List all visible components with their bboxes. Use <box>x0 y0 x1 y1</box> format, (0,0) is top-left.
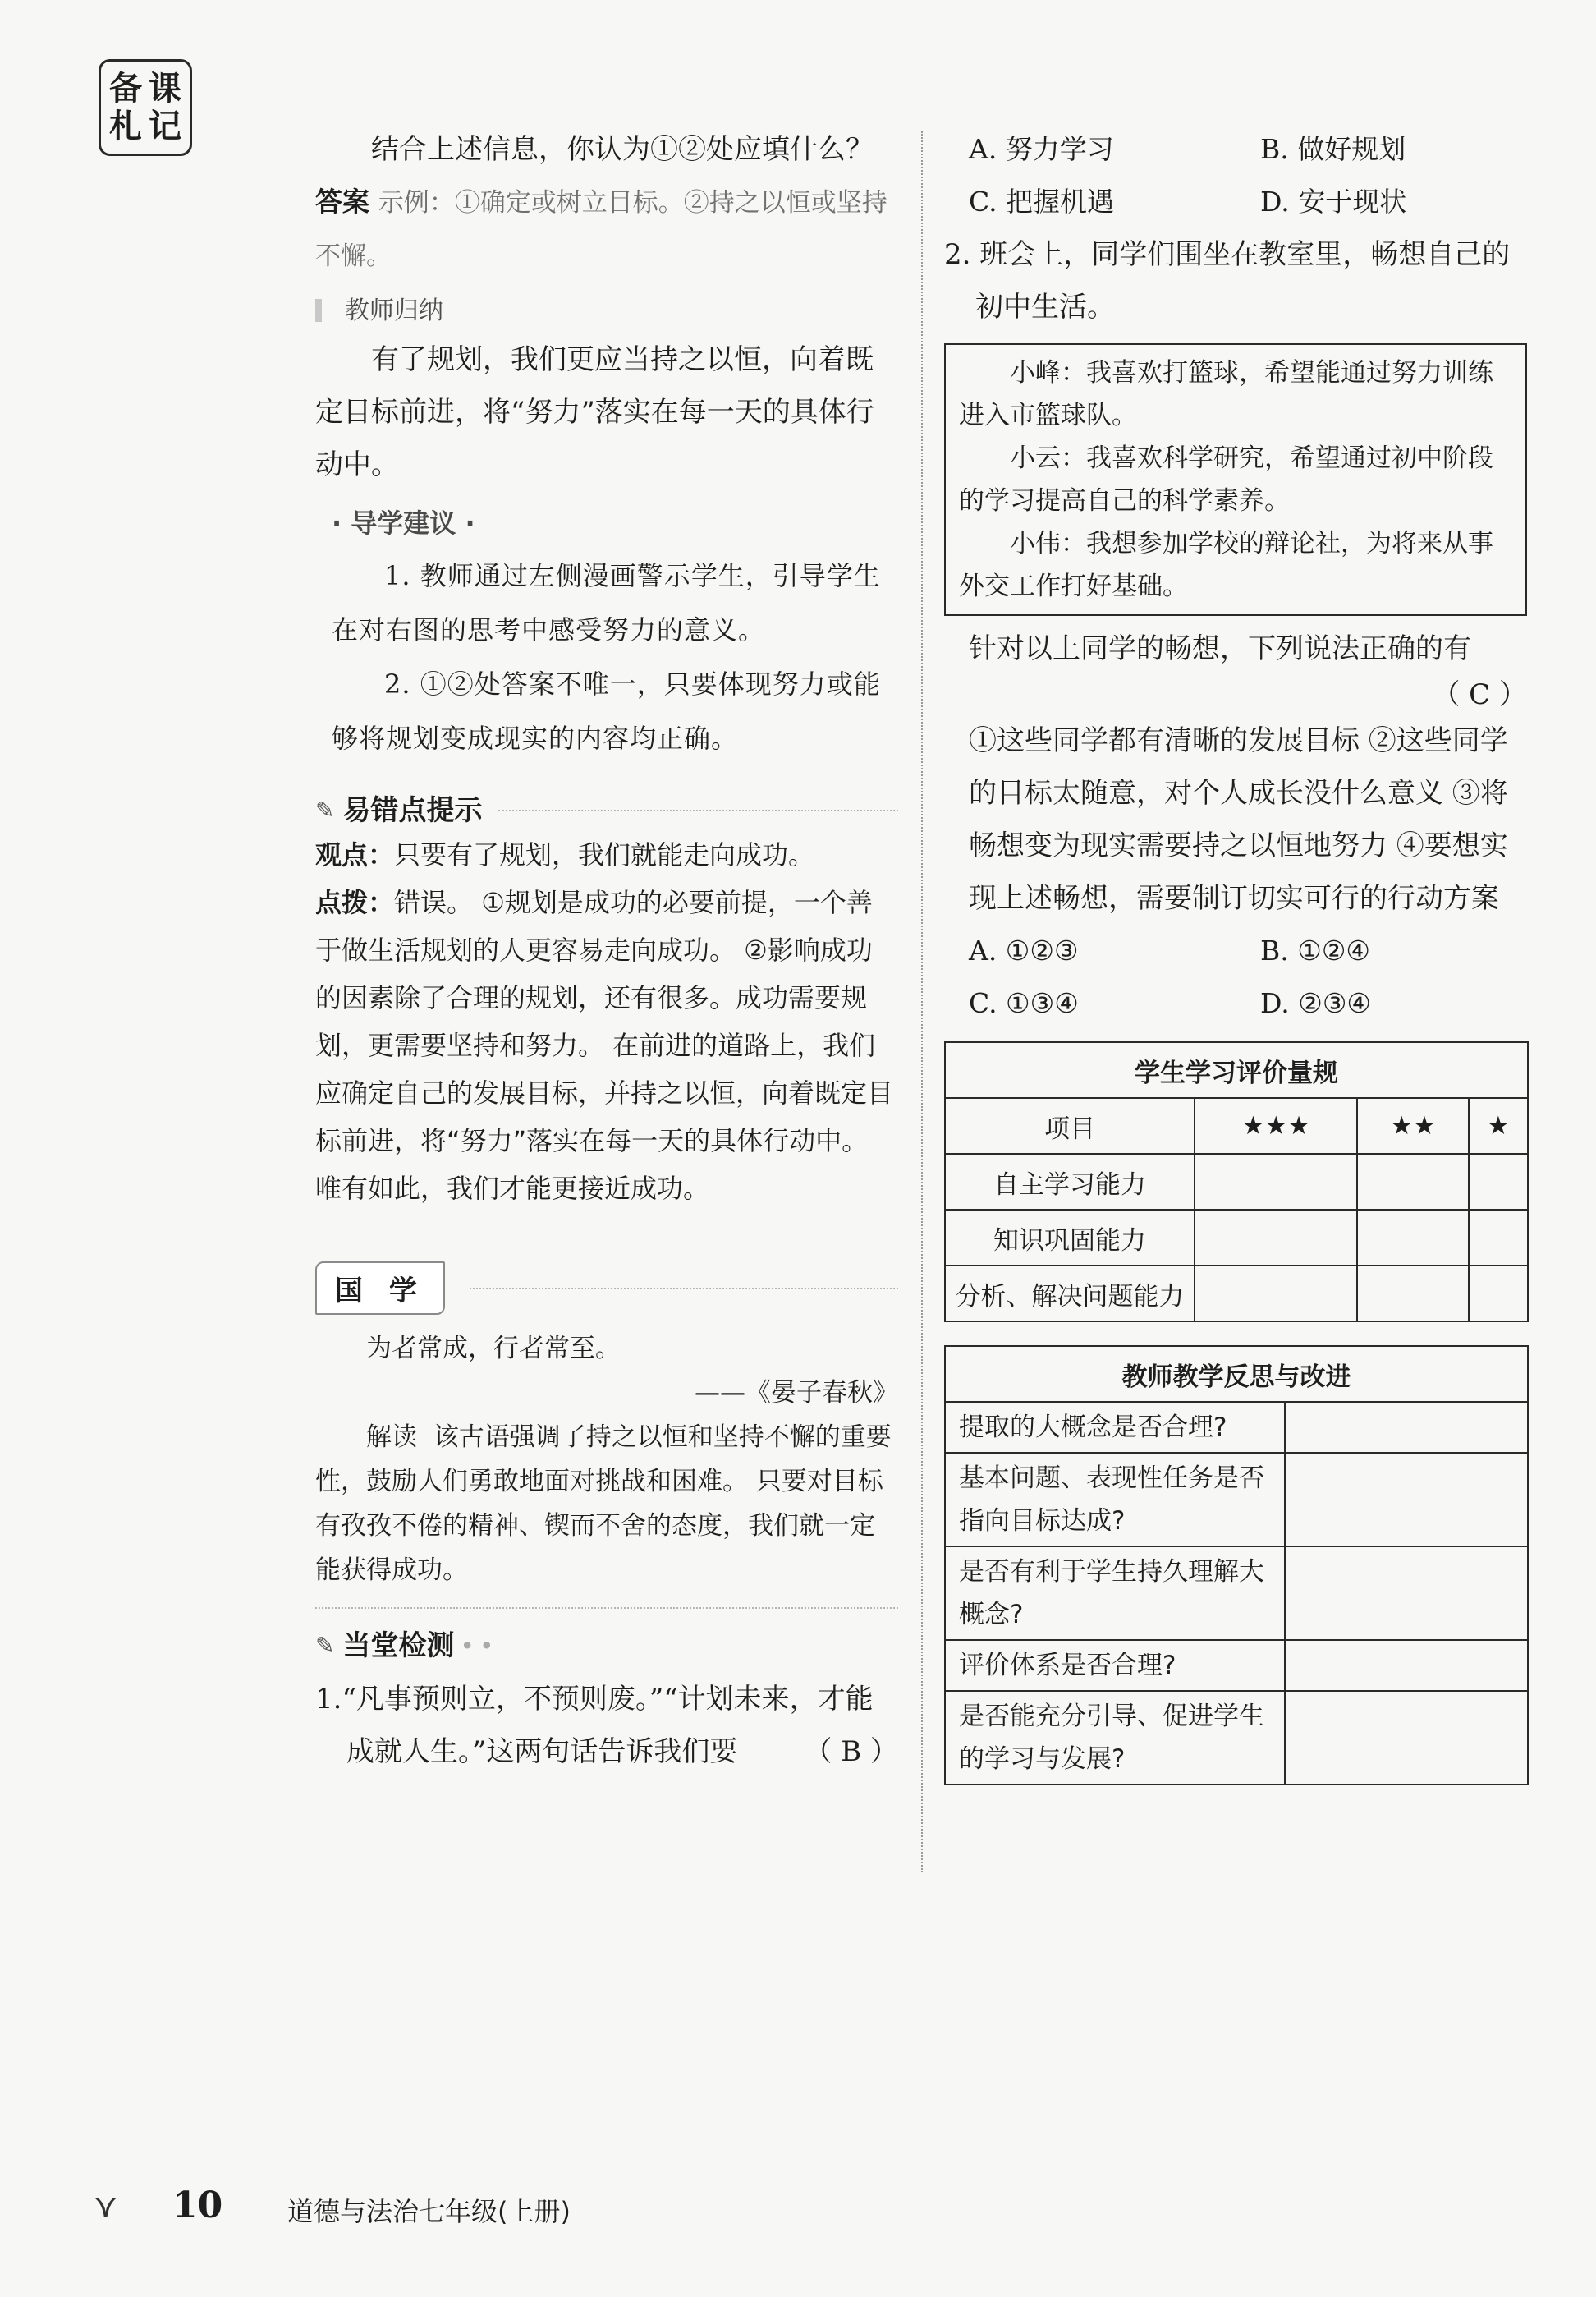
pencil-icon: ✎ <box>315 1632 335 1659</box>
eval-cell[interactable] <box>1469 1154 1528 1210</box>
scenario-line: 小云：我喜欢科学研究，希望通过初中阶段的学习提高自己的科学素养。 <box>959 443 1493 516</box>
reflect-question: 评价体系是否合理? <box>945 1640 1285 1691</box>
student-evaluation-table <box>944 1041 1529 1322</box>
eval-row-label: 分析、解决问题能力 <box>945 1266 1195 1321</box>
eval-cell[interactable] <box>1195 1154 1357 1210</box>
lesson-notes-logo <box>99 59 192 156</box>
book-title: 道德与法治七年级(上册) <box>287 2196 571 2227</box>
reflect-question: 是否有利于学生持久理解大概念? <box>945 1546 1285 1640</box>
interpretation <box>315 1415 898 1592</box>
tip <box>315 879 898 1212</box>
page-number: 10 <box>172 2184 223 2226</box>
question-2-text: 2. 班会上，同学们围坐在教室里，畅想自己的初中生活。 <box>944 238 1511 324</box>
question-1-options <box>944 123 1527 228</box>
eval-cell[interactable] <box>1357 1210 1468 1266</box>
eval-row-label: 自主学习能力 <box>945 1154 1195 1210</box>
reflect-cell[interactable] <box>1285 1402 1528 1453</box>
left-column <box>315 123 898 1778</box>
answer-label: 答案 <box>315 186 369 218</box>
teacher-summary-title: 教师归纳 <box>315 289 898 333</box>
test-banner <box>315 1625 898 1666</box>
eval-header: ★★ <box>1357 1098 1468 1154</box>
question-1-answer: （ B ） <box>804 1735 898 1768</box>
question-2-statements: ①这些同学都有清晰的发展目标 ②这些同学的目标太随意，对个人成长没什么意义 ③将畅想变为现实需要持之以恒地努力 ④要想实现上述畅想，需要制订切实可行的行动方案 <box>969 724 1508 915</box>
intro-question: 结合上述信息，你认为①②处应填什么？ <box>371 133 874 166</box>
eval-cell[interactable] <box>1357 1154 1468 1210</box>
interpret-label: 解读 <box>366 1422 417 1452</box>
reflect-cell[interactable] <box>1285 1453 1528 1546</box>
scenario-line: 小峰：我喜欢打篮球，希望能通过努力训练进入市篮球队。 <box>959 358 1493 430</box>
eval-cell[interactable] <box>1195 1266 1357 1321</box>
question-1 <box>315 1673 898 1778</box>
logo-char: 札 <box>109 108 142 145</box>
eval-cell[interactable] <box>1357 1266 1468 1321</box>
eval-header: ★ <box>1469 1098 1528 1154</box>
teacher-summary: 有了规划，我们更应当持之以恒，向着既定目标前进，将“努力”落实在每一天的具体行动中。 <box>315 343 874 481</box>
dots-icon: • • <box>461 1634 493 1657</box>
option: A. ①②③ <box>969 935 1079 967</box>
section-separator <box>315 1607 898 1609</box>
eval-row-label: 知识巩固能力 <box>945 1210 1195 1266</box>
eval-cell[interactable] <box>1469 1266 1528 1321</box>
option: D. 安于现状 <box>1260 186 1407 218</box>
guoxue-title: 国 学 <box>315 1261 445 1315</box>
reflect-question: 提取的大概念是否合理? <box>945 1402 1285 1453</box>
reflect-question: 基本问题、表现性任务是否指向目标达成? <box>945 1453 1285 1546</box>
answer-paragraph <box>315 176 898 283</box>
interpret-text: 该古语强调了持之以恒和坚持不懈的重要性，鼓励人们勇敢地面对挑战和困难。 只要对目标有孜孜不倦的精神、锲而不舍的态度，我们就一定能获得成功。 <box>315 1422 892 1585</box>
guoxue-dotted-line <box>470 1288 898 1289</box>
option: C. 把握机遇 <box>969 186 1115 218</box>
right-column <box>944 123 1527 1785</box>
mistake-title: 易错点提示 <box>342 794 483 827</box>
classical-quote: 为者常成，行者常至。 <box>366 1334 621 1363</box>
test-title: 当堂检测 <box>342 1629 455 1662</box>
question-2-options <box>944 925 1527 1030</box>
logo-char: 课 <box>149 70 181 108</box>
eval-cell[interactable] <box>1469 1210 1528 1266</box>
reflect-cell[interactable] <box>1285 1640 1528 1691</box>
footer-decoration-icon: ⋎ <box>94 2188 118 2226</box>
reflect-table-title: 教师教学反思与改进 <box>945 1346 1528 1402</box>
question-2-prompt: 针对以上同学的畅想，下列说法正确的有 <box>969 632 1471 665</box>
tip-label: 点拨： <box>315 887 395 918</box>
banner-dotted-line <box>498 810 898 811</box>
guoxue-header <box>315 1261 898 1315</box>
option: D. ②③④ <box>1260 987 1372 1019</box>
teacher-reflection-table <box>944 1345 1529 1785</box>
question-2-scenario-box <box>944 343 1527 616</box>
scenario-line: 小伟：我想参加学校的辩论社，为将来从事外交工作打好基础。 <box>959 529 1493 601</box>
guide-item-1: 1. 教师通过左侧漫画警示学生，引导学生在对右图的思考中感受努力的意义。 <box>332 560 881 645</box>
mistake-banner <box>315 790 898 831</box>
question-2-answer: （ C ） <box>1432 678 1527 711</box>
column-divider <box>921 131 923 1872</box>
guide-item-2: 2. ①②处答案不唯一，只要体现努力或能够将规划变成现实的内容均正确。 <box>332 668 881 754</box>
eval-header: ★★★ <box>1195 1098 1357 1154</box>
pencil-icon: ✎ <box>315 797 335 824</box>
logo-char: 备 <box>109 70 142 108</box>
option: A. 努力学习 <box>969 133 1114 165</box>
viewpoint <box>315 831 898 879</box>
reflect-cell[interactable] <box>1285 1546 1528 1640</box>
viewpoint-text: 只要有了规划，我们就能走向成功。 <box>394 839 815 871</box>
tip-text: 错误。 ①规划是成功的必要前提，一个善于做生活规划的人更容易走向成功。 ②影响成功的因素除了合理的规划，还有很多。成功需要规划，更需要坚持和努力。 在前进的道路上，我们应确定自己的发展目标，并持之以恒，向着既定目标前进，将“努力”落实在每一天的具体行动中。 唯有如此，我们才能更接近成功。 <box>315 887 894 1204</box>
option: C. ①③④ <box>969 987 1079 1019</box>
eval-table-title: 学生学习评价量规 <box>945 1042 1528 1098</box>
option: B. ①②④ <box>1260 935 1370 967</box>
option: B. 做好规划 <box>1260 133 1406 165</box>
reflect-question: 是否能充分引导、促进学生的学习与发展? <box>945 1691 1285 1785</box>
logo-char: 记 <box>149 108 181 145</box>
viewpoint-label: 观点： <box>315 839 395 871</box>
eval-cell[interactable] <box>1195 1210 1357 1266</box>
guide-title: · 导学建议 · <box>332 508 475 539</box>
eval-header: 项目 <box>945 1098 1195 1154</box>
reflect-cell[interactable] <box>1285 1691 1528 1785</box>
answer-text: 示例：①确定或树立目标。②持之以恒或坚持不懈。 <box>315 188 887 271</box>
quote-source: ——《晏子春秋》 <box>695 1378 898 1408</box>
question-1-text: 1.“凡事预则立，不预则废。”“计划未来，才能成就人生。”这两句话告诉我们要 <box>315 1683 874 1768</box>
